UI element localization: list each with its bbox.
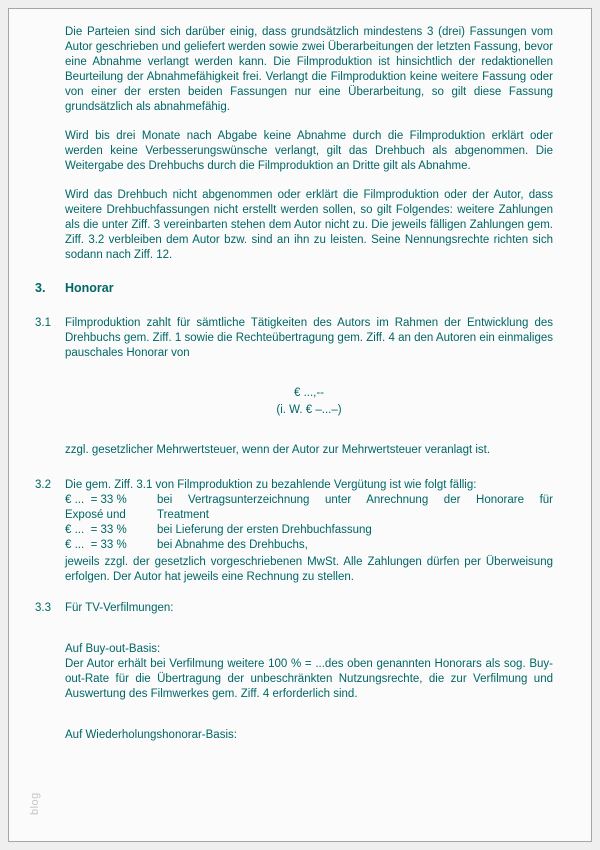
clause-3-2	[35, 478, 553, 585]
payment-row	[65, 493, 553, 508]
clause-3-1-body	[65, 316, 553, 458]
clause-3-2-body	[65, 478, 553, 585]
clause-3-2-number: 3.2	[35, 479, 51, 491]
clause-3-1-number: 3.1	[35, 317, 51, 329]
blog-watermark: blog	[29, 792, 41, 815]
payment-row	[65, 508, 553, 523]
buyout-text: Der Autor erhält bei Verfilmung weitere 100 % = ...des oben genannten Honorars als sog. Buy-out-Rate für die Übertragung der unbeschränkten Nutzungsrechte, die zur Verfilmung und Auswertung des Filmwerkes gem. Ziff. 4 erforderlich sind.	[65, 658, 553, 700]
payment-description: bei Vertragsunterzeichnung unter Anrechnung der Honorare für	[157, 494, 553, 506]
clause-3-3	[35, 601, 553, 743]
payment-amount: € ... = 33 %	[65, 539, 127, 551]
intro-paragraph-3: Wird das Drehbuch nicht abgenommen oder erklärt die Filmproduktion oder der Autor, dass weitere Drehbuchfassungen nicht erstellt werden sollen, so gilt Folgendes: weitere Zahlungen als die unter Ziff. 3 vereinbarten stehen dem Autor nicht zu. Die jeweils fälligen Zahlungen gem. Ziff. 3.2 verbleiben dem Autor bzw. sind an ihn zu leisten. Seine Nennungsrechte richten sich sodann nach Ziff. 12.	[65, 189, 553, 261]
intro-paragraph-2: Wird bis drei Monate nach Abgabe keine Abnahme durch die Filmproduktion erklärt oder werden keine Verbesserungswünsche verlangt, gilt das Drehbuch als abgenommen. Die Weitergabe des Drehbuchs durch die Filmproduktion an Dritte gilt als Abnahme.	[65, 130, 553, 172]
repeat-honorar-heading: Auf Wiederholungshonorar-Basis:	[65, 729, 237, 741]
clause-3-2-intro: Die gem. Ziff. 3.1 von Filmproduktion zu bezahlende Vergütung ist wie folgt fällig:	[65, 479, 477, 491]
section-heading	[35, 281, 553, 296]
clause-3-1	[35, 316, 553, 458]
document-content	[9, 9, 591, 743]
clause-3-2-closing: jeweils zzgl. der gesetzlich vorgeschriebenen MwSt. Alle Zahlungen dürfen per Überweisung erfolgen. Der Autor hat jeweils eine Rechnung zu stellen.	[65, 556, 553, 583]
honorar-amount-words: (i. W. € –...–)	[276, 404, 342, 416]
document-page	[8, 8, 592, 842]
honorar-amount-block	[65, 385, 553, 419]
payment-amount: Exposé und	[65, 509, 126, 521]
payment-amount: € ... = 33 %	[65, 494, 127, 506]
clause-3-3-number: 3.3	[35, 602, 51, 614]
payment-description: bei Abnahme des Drehbuchs,	[157, 539, 308, 551]
payment-description: bei Lieferung der ersten Drehbuchfassung	[157, 524, 372, 536]
clause-3-3-body	[65, 601, 553, 743]
section-number: 3.	[35, 281, 46, 295]
payment-description: Treatment	[157, 509, 209, 521]
clause-3-1-tax-note: zzgl. gesetzlicher Mehrwertsteuer, wenn der Autor zur Mehrwertsteuer veranlagt ist.	[65, 444, 491, 456]
payment-row	[65, 538, 553, 553]
clause-3-1-text: Filmproduktion zahlt für sämtliche Tätigkeiten des Autors im Rahmen der Entwicklung des Drehbuchs gem. Ziff. 1 sowie die Rechteübertragung gem. Ziff. 4 an den Autoren ein einmaliges pauschales Honorar von	[65, 317, 553, 359]
clause-3-3-label: Für TV-Verfilmungen:	[65, 602, 174, 614]
honorar-amount-numeric: € ...,--	[293, 387, 325, 399]
section-title: Honorar	[65, 281, 114, 295]
intro-paragraph-1: Die Parteien sind sich darüber einig, dass grundsätzlich mindestens 3 (drei) Fassungen vom Autor geschrieben und geliefert werden sowie zwei Überarbeitungen der letzten Fassung, bevor eine Abnahme verlangt werden kann. Die Filmproduktion ist hinsichtlich der redaktionellen Beurteilung der Abnahmefähigkeit frei. Verlangt die Filmproduktion keine weitere Fassung oder von einer der ersten beiden Fassungen nur eine Überarbeitung, so gilt diese Fassung grundsätzlich als abnahmefähig.	[65, 26, 553, 113]
buyout-heading: Auf Buy-out-Basis:	[65, 643, 161, 655]
payment-row	[65, 523, 553, 538]
payment-amount: € ... = 33 %	[65, 524, 127, 536]
